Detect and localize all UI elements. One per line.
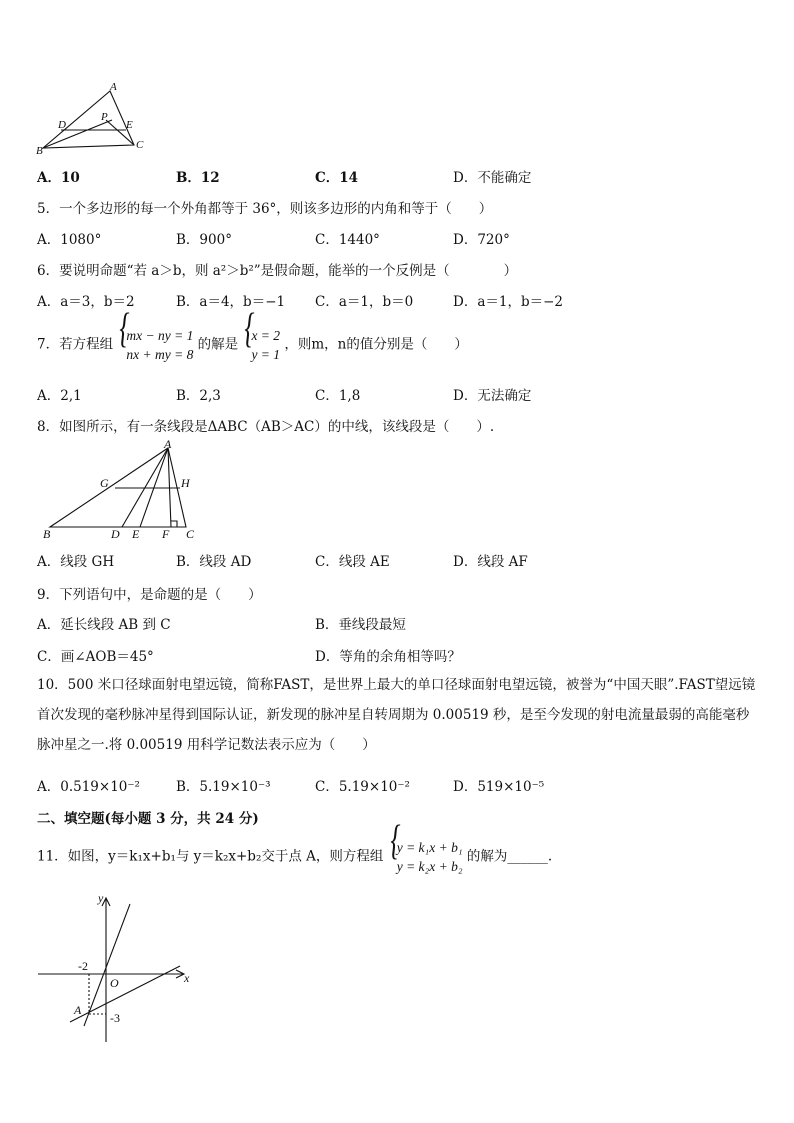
q10-option-b[interactable]: B．5.19×10⁻³: [176, 779, 271, 795]
q7-sol2: y = 1: [251, 347, 281, 362]
q8-label-g: G: [100, 476, 109, 490]
q8-option-d[interactable]: D．线段 AF: [453, 554, 528, 570]
q4-option-c[interactable]: C．14: [315, 170, 359, 186]
q10-stem: 10．500 米口径球面射电望远镜，简称FAST，是世界上最大的单口径球面射电望远镜，被誉为“中国天眼”.FAST望远镜首次发现的毫秒脉冲星得到国际认证，新发现的脉冲星自转周期为 0.00519 秒，是至今发现的射电流量最弱的高能毫秒脉冲星之一.将 0.00519 用科学记数法表示应为（ ）: [37, 677, 756, 753]
q5-option-b[interactable]: B．900°: [176, 232, 232, 248]
q5-stem: 5．一个多边形的每一个外角都等于 36°，则该多边形的内角和等于（ ）: [37, 201, 493, 217]
q8-stem: 8．如图所示，有一条线段是ΔABC（AB＞AC）的中线，该线段是（ ）.: [37, 419, 495, 435]
q10-option-d[interactable]: D．519×10⁻⁵: [453, 779, 545, 795]
q6-option-a[interactable]: A．a＝3，b＝2: [37, 294, 135, 310]
q8-label-h: H: [181, 476, 190, 490]
q4-label-b: B: [36, 145, 43, 157]
q10-option-c[interactable]: C．5.19×10⁻²: [315, 779, 410, 795]
q7-sol1: { x = 2: [251, 328, 281, 343]
q8-label-f: F: [162, 527, 170, 541]
q11-label-a: A: [74, 1003, 82, 1017]
q8-label-e: E: [132, 527, 140, 541]
q9-option-b[interactable]: B．垂线段最短: [315, 617, 406, 633]
q11-system: [388, 838, 463, 876]
q6-option-d[interactable]: D．a＝1，b＝−2: [453, 294, 564, 310]
q7-mid: 的解是: [197, 336, 239, 353]
q7-prefix: 7．若方程组: [37, 336, 114, 353]
q7-stem: [37, 326, 468, 364]
q4-label-a: A: [110, 81, 117, 93]
q5-option-d[interactable]: D．720°: [453, 232, 510, 248]
q8-label-c: C: [186, 527, 195, 541]
q11-suffix: 的解为______.: [466, 848, 553, 865]
q7-eq1: { mx − ny = 1: [126, 328, 194, 343]
q11-eq2: y = k₂x + b₂: [396, 859, 463, 874]
q11-label-y: y: [98, 891, 104, 905]
q9-option-c[interactable]: C．画∠AOB＝45°: [37, 649, 154, 665]
q7-option-c[interactable]: C．1,8: [315, 388, 361, 404]
q9-stem: 9．下列语句中，是命题的是（ ）: [37, 587, 262, 603]
q11-label-neg3: -3: [110, 1011, 120, 1025]
q4-option-d[interactable]: D．不能确定: [453, 170, 532, 186]
q11-label-x: x: [184, 971, 190, 985]
q7-system: [117, 326, 193, 364]
q10-option-a[interactable]: A．0.519×10⁻²: [37, 779, 140, 795]
q4-option-a[interactable]: A．10: [37, 170, 80, 186]
q8-label-d: D: [111, 527, 120, 541]
q11-stem: [37, 838, 552, 876]
q6-option-c[interactable]: C．a＝1，b＝0: [315, 294, 414, 310]
q7-suffix: ，则m，n的值分别是（ ）: [284, 336, 468, 353]
q6-option-b[interactable]: B．a＝4，b＝−1: [176, 294, 286, 310]
q4-label-c: C: [136, 139, 144, 151]
q5-option-c[interactable]: C．1440°: [315, 232, 380, 248]
q4-label-d: D: [58, 119, 66, 131]
q4-label-p: P: [101, 111, 108, 123]
q9-option-d[interactable]: D．等角的余角相等吗？: [315, 649, 461, 665]
q4-label-e: E: [126, 119, 133, 131]
q11-prefix: 11．如图，y＝k₁x+b₁与 y＝k₂x+b₂交于点 A，则方程组: [37, 848, 384, 865]
q11-graph-figure: [34, 890, 194, 1046]
q11-label-o: O: [110, 976, 119, 990]
q11-eq1: { y = k₁x + b₁: [396, 840, 463, 855]
q7-option-a[interactable]: A．2,1: [37, 388, 82, 404]
q7-option-d[interactable]: D．无法确定: [453, 388, 532, 404]
q7-option-b[interactable]: B．2,3: [176, 388, 221, 404]
section-title: 二、填空题(每小题 3 分，共 24 分): [37, 811, 259, 827]
q8-option-b[interactable]: B．线段 AD: [176, 554, 252, 570]
q4-option-b[interactable]: B．12: [176, 170, 220, 186]
q8-label-a: A: [164, 438, 172, 451]
q11-label-neg2: -2: [78, 959, 88, 973]
q5-option-a[interactable]: A．1080°: [37, 232, 102, 248]
q6-stem: 6．要说明命题“若 a＞b，则 a²＞b²”是假命题，能举的一个反例是（ ）: [37, 263, 518, 279]
q8-label-b: B: [43, 527, 51, 541]
q9-option-a[interactable]: A．延长线段 AB 到 C: [37, 617, 171, 633]
q8-option-a[interactable]: A．线段 GH: [37, 554, 115, 570]
q7-eq2: nx + my = 8: [126, 347, 194, 362]
q8-option-c[interactable]: C．线段 AE: [315, 554, 390, 570]
q7-solution: [242, 326, 280, 364]
q8-triangle-figure: [40, 438, 210, 542]
q4-triangle-figure: [34, 78, 154, 158]
